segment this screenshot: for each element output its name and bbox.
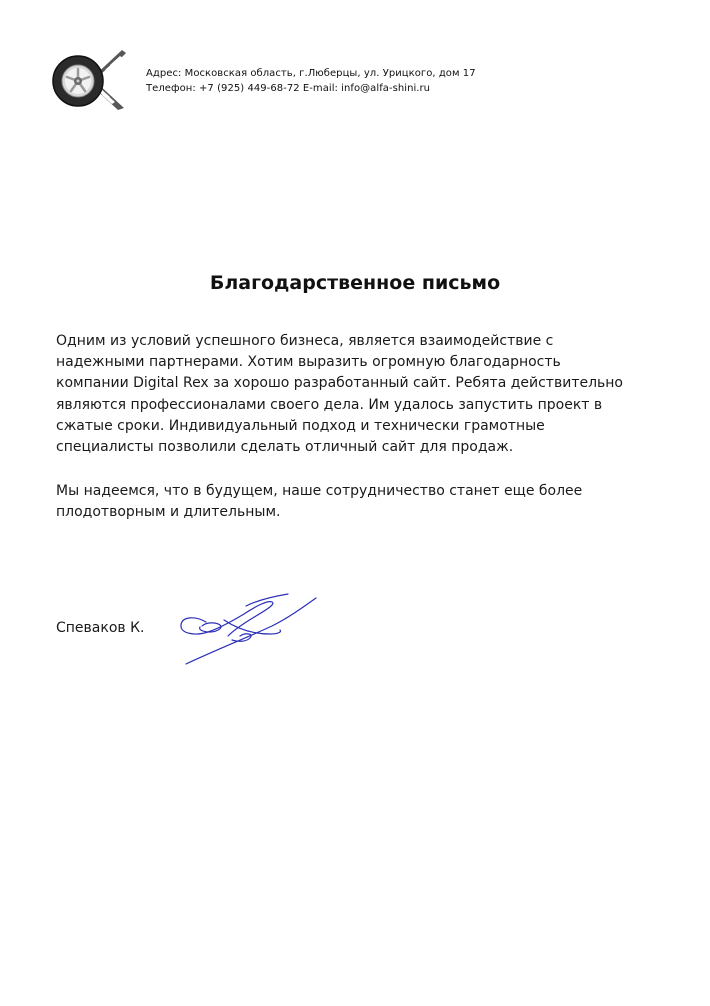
letter-title: Благодарственное письмо <box>209 272 501 294</box>
paragraph-line: надежными партнерами. Хотим выразить огромную благодарность <box>56 354 561 371</box>
paragraph-line: Одним из условий успешного бизнеса, является взаимодействие с <box>56 333 554 349</box>
handwritten-signature <box>176 592 322 668</box>
paragraph-line: Мы надеемся, что в будущем, наше сотрудничество станет еще более <box>56 483 583 499</box>
company-contacts: Телефон: +7 (925) 449-68-72 E-mail: info@alfa-shini.ru <box>146 83 431 94</box>
tire-wheel-logo-icon <box>52 48 128 110</box>
letter-paragraph-1 <box>56 331 656 458</box>
signer-name: Спеваков К. <box>56 620 145 636</box>
paragraph-line: являются профессионалами своего дела. Им удалось запустить проект в <box>56 396 603 413</box>
paragraph-line: специалисты позволили сделать отличный сайт для продаж. <box>56 439 514 456</box>
paragraph-line: компании Digital Rex за хорошо разработанный сайт. Ребята действительно <box>56 375 623 392</box>
paragraph-line: сжатые сроки. Индивидуальный подход и технически грамотные <box>56 417 545 434</box>
company-address: Адрес: Московская область, г.Люберцы, ул. Урицкого, дом 17 <box>146 68 476 79</box>
header-contact-block <box>146 66 476 96</box>
letter-paragraph-2 <box>56 481 656 523</box>
paragraph-line: плодотворным и длительным. <box>56 504 281 521</box>
